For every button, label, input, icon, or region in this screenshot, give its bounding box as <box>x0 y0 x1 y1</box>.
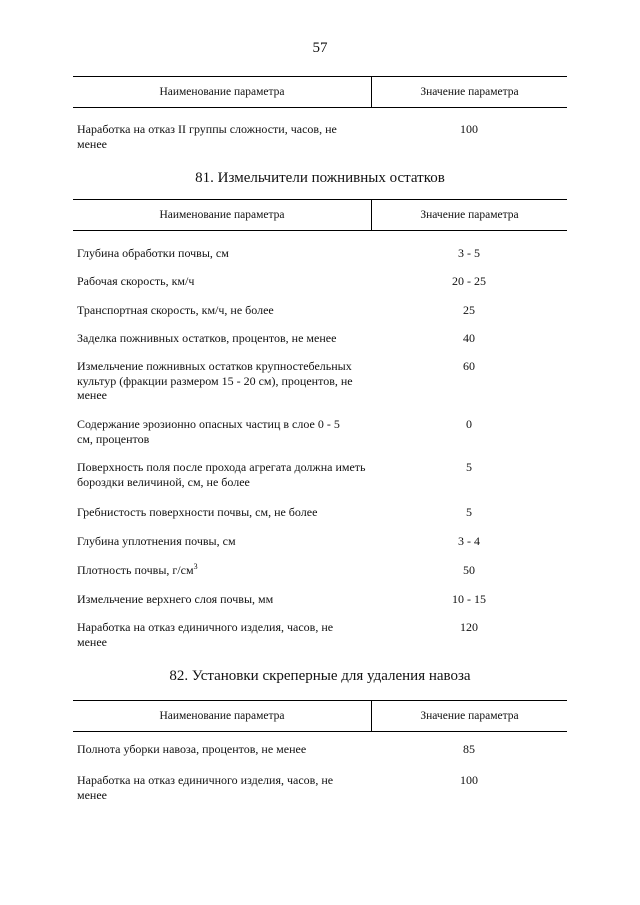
param-name: Рабочая скорость, км/ч <box>77 274 195 288</box>
param-name: Глубина обработки почвы, см <box>77 246 229 260</box>
param-name: Измельчение пожнивных остатков крупностебельных культур (фракции размером 15 - 20 см), процентов, не менее <box>77 359 353 402</box>
header-name: Наименование параметра <box>73 77 372 107</box>
param-value: 60 <box>463 359 475 373</box>
section-title-82: 82. Установки скреперные для удаления навоза <box>169 668 471 684</box>
param-name: Наработка на отказ единичного изделия, часов, не менее <box>77 773 334 802</box>
param-name-text: Плотность почвы, г/см <box>77 563 194 577</box>
table-header <box>73 76 567 108</box>
table-header <box>73 700 567 732</box>
param-value: 5 <box>466 505 472 519</box>
param-name: Заделка пожнивных остатков, процентов, не менее <box>77 331 337 345</box>
header-value: Значение параметра <box>420 86 519 98</box>
param-name: Содержание эрозионно опасных частиц в слое 0 - 5 см, процентов <box>77 417 340 446</box>
param-name: Наработка на отказ единичного изделия, часов, не менее <box>77 620 334 649</box>
param-name: Измельчение верхнего слоя почвы, мм <box>77 592 274 606</box>
param-value: 40 <box>463 331 475 345</box>
header-value: Значение параметра <box>420 209 519 221</box>
param-value: 100 <box>460 122 478 136</box>
param-value: 85 <box>463 742 475 756</box>
param-value: 3 - 4 <box>458 534 480 548</box>
param-name: Полнота уборки навоза, процентов, не менее <box>77 742 307 756</box>
page-number: 57 <box>312 40 328 56</box>
param-name: Поверхность поля после прохода агрегата должна иметь бороздки величиной, см, не более <box>77 460 366 489</box>
param-value: 25 <box>463 303 475 317</box>
header-value: Значение параметра <box>420 710 519 722</box>
param-value: 0 <box>466 417 472 431</box>
table-section-81 <box>73 199 567 649</box>
param-value: 5 <box>466 460 472 474</box>
param-value: 20 - 25 <box>452 274 486 288</box>
superscript: 3 <box>193 562 198 571</box>
param-name: Гребнистость поверхности почвы, см, не более <box>77 505 318 519</box>
param-value: 100 <box>460 773 478 787</box>
param-value: 120 <box>460 620 478 634</box>
table-section-82 <box>73 700 567 802</box>
header-name: Наименование параметра <box>73 200 372 230</box>
param-value: 3 - 5 <box>458 246 480 260</box>
table-header <box>73 199 567 231</box>
param-value: 10 - 15 <box>452 592 486 606</box>
param-value: 50 <box>463 563 475 577</box>
section-title-81: 81. Измельчители пожнивных остатков <box>195 170 445 186</box>
header-name: Наименование параметра <box>73 701 372 731</box>
param-name: Наработка на отказ II группы сложности, часов, не менее <box>77 122 337 151</box>
table-top <box>73 76 567 151</box>
param-name <box>77 563 367 578</box>
param-name: Глубина уплотнения почвы, см <box>77 534 236 548</box>
param-name: Транспортная скорость, км/ч, не более <box>77 303 274 317</box>
